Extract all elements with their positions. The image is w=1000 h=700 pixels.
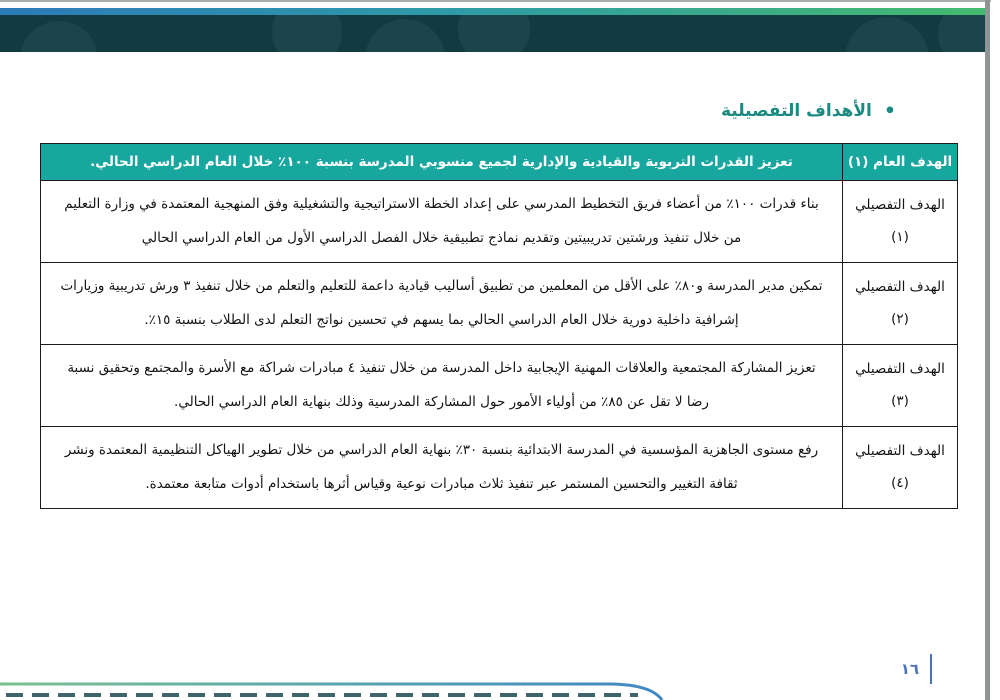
- page-frame-top-edge: [0, 0, 991, 2]
- table-header-row: [41, 144, 958, 181]
- detailed-goal-label-4: [843, 426, 958, 508]
- table-row: [41, 426, 958, 508]
- bullet-icon: •: [883, 99, 896, 122]
- table-row: [41, 262, 958, 344]
- page-frame-right-edge: [985, 0, 990, 700]
- detailed-goal-text-4: رفع مستوى الجاهزية المؤسسية في المدرسة الابتدائية بنسبة ٣٠٪ بنهاية العام الدراسي من خلال تطوير الهياكل التنظيمية المعتمدة ونشر ثقافة التغيير والتحسين المستمر عبر تنفيذ ثلاث مبادرات نوعية وقياس أثرها باستخدام أدوات متابعة معتمدة.: [41, 426, 843, 508]
- detailed-goal-number: (٤): [891, 475, 909, 492]
- detailed-goal-text-3: تعزيز المشاركة المجتمعية والعلاقات المهنية الإيجابية داخل المدرسة من خلال تنفيذ ٤ مبادرات شراكة مع الأسرة والمجتمع وتحقيق نسبة رضا لا تقل عن ٨٥٪ من أولياء الأمور حول المشاركة المدرسية وذلك بنهاية العام الدراسي الحالي.: [41, 344, 843, 426]
- objectives-table: [40, 143, 958, 509]
- section-heading-label: الأهداف التفصيلية: [720, 101, 872, 121]
- detailed-goal-text-2: تمكين مدير المدرسة و٨٠٪ على الأقل من المعلمين من تطبيق أساليب قيادية داعمة للتعليم والتعلم من خلال تنفيذ ٣ ورش تدريبية وزيارات إشرافية داخلية دورية خلال العام الدراسي الحالي بما يسهم في تحسين نواتج التعلم لدى الطلاب بنسبة ١٥٪.: [41, 262, 843, 344]
- top-gradient-strip: [0, 8, 985, 15]
- section-heading: [721, 101, 896, 121]
- band-circle-decoration: [845, 17, 929, 52]
- detailed-goal-text-1: بناء قدرات ١٠٠٪ من أعضاء فريق التخطيط المدرسي على إعداد الخطة الاستراتيجية والتشغيلية وفق المنهجية المعتمدة في وزارة التعليم من خلال تنفيذ ورشتين تدريبيتين وتقديم نماذج تطبيقية خلال الفصل الدراسي الأول من العام الدراسي الحالي: [41, 181, 843, 263]
- band-circle-decoration: [272, 15, 342, 52]
- detailed-goal-number: (٣): [891, 393, 909, 410]
- band-circle-decoration: [365, 19, 445, 52]
- general-goal-text-cell: تعزيز القدرات التربوية والقيادية والإدارية لجميع منسوبي المدرسة بنسبة ١٠٠٪ خلال العام الدراسي الحالي.: [41, 144, 843, 181]
- table-row: [41, 181, 958, 263]
- detailed-goal-label-line1: الهدف التفصيلي: [855, 361, 945, 378]
- detailed-goal-label-line1: الهدف التفصيلي: [855, 443, 945, 460]
- band-circle-decoration: [20, 21, 98, 52]
- detailed-goal-label-3: [843, 344, 958, 426]
- detailed-goal-label-line1: الهدف التفصيلي: [855, 279, 945, 296]
- detailed-goal-label-line1: الهدف التفصيلي: [855, 197, 945, 214]
- band-circle-decoration: [458, 15, 530, 52]
- detailed-goal-label-1: [843, 181, 958, 263]
- bottom-gradient-curve: [0, 684, 662, 700]
- detailed-goal-number: (٢): [891, 311, 909, 328]
- general-goal-header-cell: الهدف العام (١): [843, 144, 958, 181]
- table-row: [41, 344, 958, 426]
- header-band: [0, 15, 985, 52]
- detailed-goal-number: (١): [891, 229, 909, 246]
- band-circle-decoration: [938, 15, 985, 52]
- page-number: ١٦: [900, 660, 919, 678]
- detailed-goal-label-2: [843, 262, 958, 344]
- bottom-curve-decoration: [0, 678, 1000, 700]
